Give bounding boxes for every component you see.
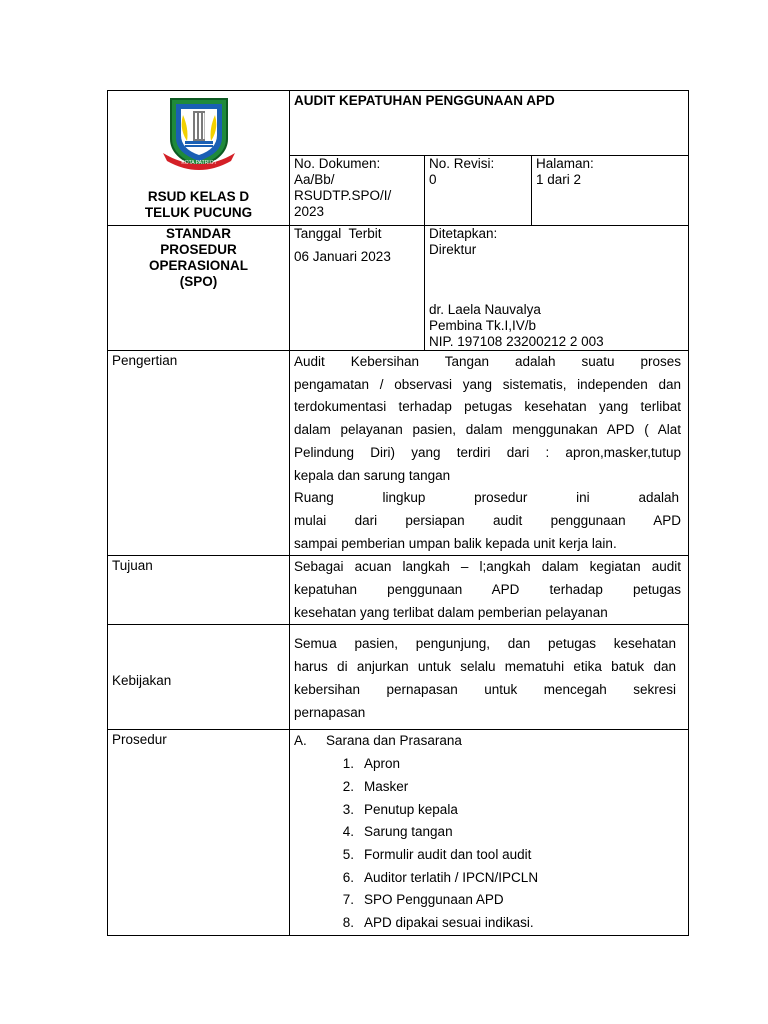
list-item-text: Apron: [364, 756, 401, 772]
city-emblem-icon: [159, 95, 239, 175]
kebijakan-line: harus di anjurkan untuk selalu mematuhi etika batuk dan: [294, 659, 676, 675]
signer-nip: NIP. 197108 23200212 2 003: [429, 334, 604, 349]
prosedur-section-heading: [294, 730, 684, 753]
doc-type-cell: [108, 226, 290, 351]
approval-label: Ditetapkan:: [429, 226, 498, 241]
list-item-number: 3.: [342, 801, 354, 817]
kebijakan-line: Semua pasien, pengunjung, dan petugas kesehatan: [294, 636, 676, 652]
issue-date-label: Tanggal Terbit: [294, 226, 382, 241]
pengertian-line: pengamatan / observasi yang sistematis, independen dan: [294, 376, 681, 392]
kebijakan-line: pernapasan: [294, 704, 366, 720]
doc-type-line4: (SPO): [179, 274, 218, 289]
page-label: Halaman:: [536, 156, 594, 171]
doc-number-label: No. Dokumen:: [294, 156, 381, 171]
list-item-text: Sarung tangan: [364, 824, 453, 840]
list-item: [294, 867, 684, 890]
page-value: 1 dari 2: [536, 172, 582, 187]
tujuan-content: [290, 556, 689, 625]
tujuan-line: Sebagai acuan langkah – l;angkah dalam kegiatan audit: [294, 559, 681, 575]
doc-number-line2: RSUDTP.SPO/I/: [294, 188, 392, 203]
list-item: [294, 821, 684, 844]
pengertian-line: Pelindung Diri) yang terdiri dari : apron,masker,tutup: [294, 444, 681, 460]
list-item-text: Masker: [364, 778, 409, 794]
list-item: [294, 753, 684, 776]
list-item-number: 2.: [342, 778, 354, 794]
list-item-text: SPO Penggunaan APD: [364, 892, 504, 908]
list-item-text: APD dipakai sesuai indikasi.: [364, 915, 534, 931]
list-item: [294, 912, 684, 935]
doc-number-cell: [290, 156, 425, 226]
list-item: [294, 799, 684, 822]
signer-name: dr. Laela Nauvalya: [429, 302, 541, 317]
tujuan-line: kepatuhan penggunaan APD terhadap petugas: [294, 582, 681, 598]
pengertian-line: Audit Kebersihan Tangan adalah suatu proses: [294, 354, 681, 369]
list-item-text: Formulir audit dan tool audit: [364, 846, 532, 862]
kebijakan-content: [290, 625, 689, 730]
doc-type-line2: PROSEDUR: [160, 242, 237, 257]
list-item-text: Auditor terlatih / IPCN/IPCLN: [364, 869, 539, 885]
list-item-number: 4.: [342, 824, 354, 840]
kebijakan-line: kebersihan pernapasan untuk mencegah sekresi: [294, 681, 676, 697]
pengertian-line: Ruang lingkup prosedur ini adalah: [294, 490, 679, 506]
document-title: AUDIT KEPATUHAN PENGGUNAAN APD: [290, 91, 689, 156]
list-item: [294, 889, 684, 912]
issue-date-cell: [290, 226, 425, 351]
prosedur-list: [294, 753, 684, 935]
pengertian-line: sampai pemberian umpan balik kepada unit kerja lain.: [294, 535, 617, 551]
tujuan-line: kesehatan yang terlibat dalam pemberian pelayanan: [294, 604, 608, 620]
list-item-number: 7.: [342, 892, 354, 908]
doc-type-line3: OPERASIONAL: [148, 258, 248, 273]
spo-table: [107, 90, 689, 936]
page-cell: [532, 156, 689, 226]
institution-name-line2: TELUK PUCUNG: [144, 205, 253, 220]
list-item: [294, 776, 684, 799]
list-item: [294, 844, 684, 867]
list-item-number: 1.: [342, 756, 354, 772]
logo-banner-text: KOTA PATRIOT: [180, 160, 217, 166]
pengertian-line: terdokumentasi terhadap petugas kesehatan yang terlibat: [294, 399, 681, 415]
list-item-number: 8.: [342, 915, 354, 931]
pengertian-content: [290, 351, 689, 556]
doc-number-line1: Aa/Bb/: [294, 172, 335, 187]
signer-rank: Pembina Tk.I,IV/b: [429, 318, 537, 333]
tujuan-label: Tujuan: [108, 556, 290, 625]
issue-date-value: 06 Januari 2023: [294, 249, 391, 264]
revision-cell: [425, 156, 532, 226]
pengertian-line: kepala dan sarung tangan: [294, 467, 451, 483]
prosedur-label: Prosedur: [108, 730, 290, 936]
pengertian-line: mulai dari persiapan audit penggunaan APD: [294, 512, 681, 528]
institution-cell: [108, 91, 290, 226]
list-item-text: Penutup kepala: [364, 801, 458, 817]
doc-type-line1: STANDAR: [166, 226, 231, 241]
list-item-number: 5.: [342, 846, 354, 862]
revision-value: 0: [429, 172, 437, 187]
pengertian-label: Pengertian: [108, 351, 290, 556]
prosedur-section-title: Sarana dan Prasarana: [326, 733, 462, 749]
list-item-number: 6.: [342, 869, 354, 885]
doc-number-line3: 2023: [294, 204, 325, 219]
prosedur-section-number: A.: [294, 733, 307, 749]
revision-label: No. Revisi:: [429, 156, 495, 171]
kebijakan-label: Kebijakan: [108, 625, 290, 730]
pengertian-line: dalam pelayanan pasien, dalam menggunakan APD ( Alat: [294, 422, 681, 438]
approval-cell: [425, 226, 689, 351]
spo-document: [107, 90, 688, 936]
city-logo: [159, 95, 239, 175]
prosedur-content: [290, 730, 689, 936]
institution-name-line1: RSUD KELAS D: [147, 189, 250, 204]
approval-role: Direktur: [429, 242, 477, 257]
